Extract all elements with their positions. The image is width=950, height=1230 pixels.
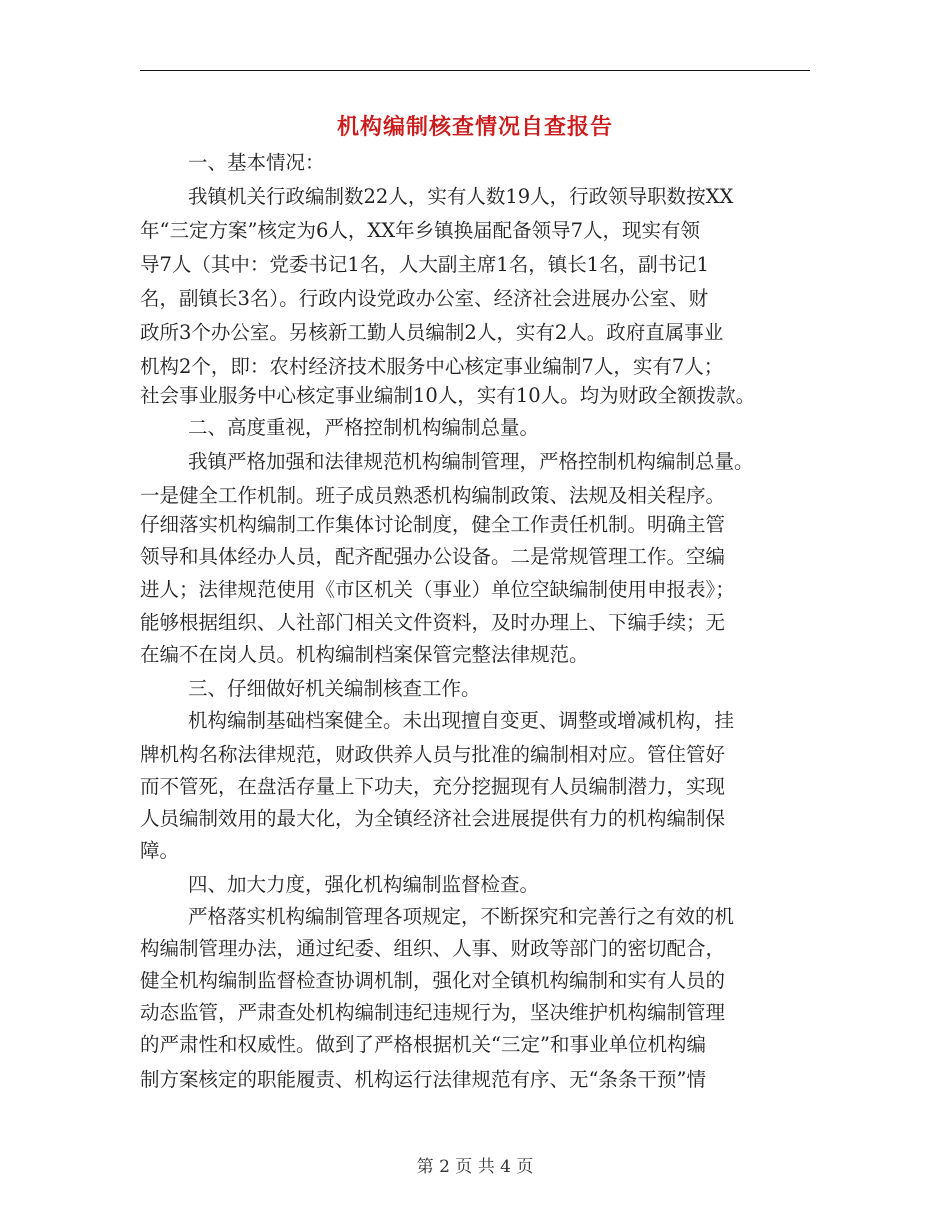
paragraph-line: 能够根据组织、人社部门相关文件资料，及时办理上、下编手续；无 bbox=[140, 611, 726, 634]
paragraph-line: 严格落实机构编制管理各项规定，不断探究和完善行之有效的机 bbox=[188, 905, 735, 928]
paragraph-line: 机构2个，即：农村经济技术服务中心核定事业编制7人，实有7人； bbox=[140, 355, 724, 378]
paragraph-line: 牌机构名称法律规范，财政供养人员与批准的编制相对应。管住管好 bbox=[140, 743, 726, 766]
paragraph-line: 年“三定方案”核定为6人，XX年乡镇换届配备领导7人，现实有领 bbox=[140, 219, 701, 242]
paragraph-line: 我镇严格加强和法律规范机构编制管理，严格控制机构编制总量。 bbox=[188, 450, 754, 473]
paragraph-line: 健全机构编制监督检查协调机制，强化对全镇机构编制和实有人员的 bbox=[140, 969, 726, 992]
paragraph-line: 动态监管，严肃查处机构编制违纪违规行为，坚决维护机构编制管理 bbox=[140, 1001, 726, 1024]
paragraph-line: 我镇机关行政编制数22人，实有人数19人，行政领导职数按XX bbox=[188, 185, 734, 208]
paragraph-line: 而不管死，在盘活存量上下功夫，充分挖掘现有人员编制潜力，实现 bbox=[140, 775, 726, 798]
paragraph-line: 导7人（其中：党委书记1名，人大副主席1名，镇长1名，副书记1 bbox=[140, 253, 710, 276]
paragraph-line: 进人；法律规范使用《市区机关（事业）单位空缺编制使用申报表》； bbox=[140, 578, 735, 601]
section-heading: 四、加大力度，强化机构编制监督检查。 bbox=[188, 873, 540, 896]
section-heading: 二、高度重视，严格控制机构编制总量。 bbox=[188, 416, 540, 439]
paragraph-line: 障。 bbox=[140, 839, 180, 862]
paragraph-line: 的严肃性和权威性。做到了严格根据机关“三定”和事业单位机构编 bbox=[140, 1033, 706, 1056]
page-number: 第 2 页 共 4 页 bbox=[416, 1157, 534, 1177]
paragraph-line: 政所3个办公室。另核新工勤人员编制2人，实有2人。政府直属事业 bbox=[140, 321, 724, 344]
paragraph-line: 一是健全工作机制。班子成员熟悉机构编制政策、法规及相关程序。 bbox=[140, 484, 726, 507]
paragraph-line: 制方案核定的职能履责、机构运行法律规范有序、无“条条干预”情 bbox=[140, 1068, 706, 1091]
paragraph-line: 名，副镇长3名）。行政内设党政办公室、经济社会进展办公室、财 bbox=[140, 287, 709, 310]
paragraph-line: 社会事业服务中心核定事业编制10人，实有10人。均为财政全额拨款。 bbox=[140, 384, 756, 407]
paragraph-line: 人员编制效用的最大化，为全镇经济社会进展提供有力的机构编制保 bbox=[140, 807, 726, 830]
paragraph-line: 仔细落实机构编制工作集体讨论制度，健全工作责任机制。明确主管 bbox=[140, 513, 726, 536]
document-title: 机构编制核查情况自查报告 bbox=[336, 114, 613, 140]
header-rule bbox=[140, 70, 810, 71]
paragraph-line: 在编不在岗人员。机构编制档案保管完整法律规范。 bbox=[140, 643, 589, 666]
paragraph-line: 构编制管理办法，通过纪委、组织、人事、财政等部门的密切配合， bbox=[140, 937, 726, 960]
paragraph-line: 领导和具体经办人员，配齐配强办公设备。二是常规管理工作。空编 bbox=[140, 545, 726, 568]
paragraph-line: 机构编制基础档案健全。未出现擅自变更、调整或增减机构，挂 bbox=[188, 709, 735, 732]
section-heading: 三、仔细做好机关编制核查工作。 bbox=[188, 677, 481, 700]
section-heading: 一、基本情况： bbox=[188, 151, 325, 174]
